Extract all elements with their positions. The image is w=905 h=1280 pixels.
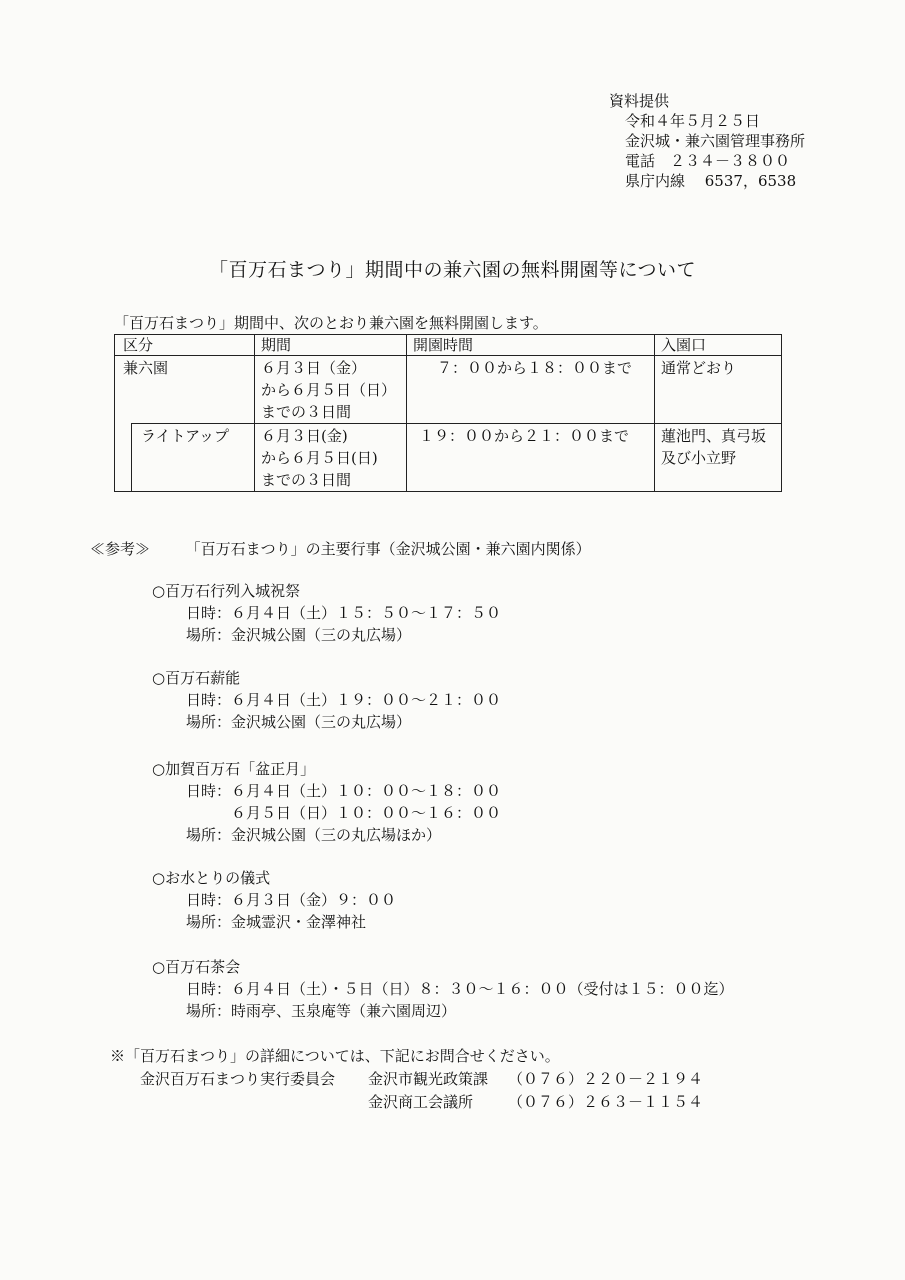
table-header-category: 区分 xyxy=(123,336,154,354)
extension-number: 県庁内線 6537，6538 xyxy=(625,172,797,190)
reference-heading: 「百万石まつり」の主要行事（金沢城公園・兼六園内関係） xyxy=(185,540,591,558)
event-item xyxy=(152,758,501,846)
table-divider xyxy=(131,423,781,424)
event-item xyxy=(152,956,734,1022)
table-cell-hours: １９：００から２１：００まで xyxy=(419,427,630,445)
event-item xyxy=(152,867,396,933)
event-name: ○お水とりの儀式 xyxy=(152,869,271,887)
document-header xyxy=(609,91,869,191)
office-name: 金沢城・兼六園管理事務所 xyxy=(625,132,806,150)
table-cell-category: ライトアップ xyxy=(141,427,230,445)
reference-label: ≪参考≫ xyxy=(90,540,151,558)
event-location: 場所：金城霊沢・金澤神社 xyxy=(186,913,367,931)
contact-org-2: 金沢商工会議所 xyxy=(368,1093,474,1111)
table-divider xyxy=(406,335,407,491)
contact-phone-2: （０７６）２６３－１１５４ xyxy=(508,1093,704,1111)
phone-number: 電話 ２３４－３８００ xyxy=(625,152,791,170)
schedule-table xyxy=(114,334,782,492)
event-name: ○加賀百万石「盆正月」 xyxy=(152,760,316,778)
event-item xyxy=(152,580,501,646)
table-cell-entrance: 蓮池門、真弓坂 及び小立野 xyxy=(661,427,767,467)
reference-section xyxy=(90,538,591,559)
contact-phone-1: （０７６）２２０－２１９４ xyxy=(508,1070,704,1088)
intro-text: 「百万石まつり」期間中、次のとおり兼六園を無料開園します。 xyxy=(114,314,548,332)
issue-date: 令和４年５月２５日 xyxy=(625,112,761,130)
event-location: 場所：金沢城公園（三の丸広場） xyxy=(186,713,412,731)
contact-note: ※「百万石まつり」の詳細については、下記にお問合せください。 xyxy=(110,1047,560,1065)
table-cell-period: ６月３日（金） から６月５日（日） までの３日間 xyxy=(261,359,397,421)
table-divider xyxy=(131,423,132,491)
provided-label: 資料提供 xyxy=(609,92,670,110)
contact-org-1: 金沢市観光政策課 xyxy=(368,1070,489,1088)
event-name: ○百万石行列入城祝祭 xyxy=(152,582,301,600)
event-datetime: 日時：６月４日（土）・５日（日）８：３０～１６：００（受付は１５：００迄） xyxy=(186,980,734,998)
table-cell-entrance: 通常どおり xyxy=(661,359,737,377)
document-title: 「百万石まつり」期間中の兼六園の無料開園等について xyxy=(208,259,697,281)
event-datetime: 日時：６月４日（土）１９：００～２１：００ xyxy=(186,691,502,709)
table-cell-hours: ７：００から１８：００まで xyxy=(437,359,633,377)
event-datetime: ６月５日（日）１０：００～１６：００ xyxy=(186,804,502,822)
event-name: ○百万石薪能 xyxy=(152,669,241,687)
table-header-hours: 開園時間 xyxy=(413,336,474,354)
event-location: 場所：金沢城公園（三の丸広場ほか） xyxy=(186,826,442,844)
event-item xyxy=(152,667,501,733)
event-datetime: 日時：６月３日（金）９：００ xyxy=(186,891,397,909)
event-location: 場所：時雨亭、玉泉庵等（兼六園周辺） xyxy=(186,1002,457,1020)
table-divider xyxy=(654,335,655,491)
table-divider xyxy=(254,335,255,491)
table-cell-category: 兼六園 xyxy=(123,359,169,377)
event-datetime: 日時：６月４日（土）１０：００～１８：００ xyxy=(186,782,502,800)
contact-committee: 金沢百万石まつり実行委員会 xyxy=(140,1070,336,1088)
event-datetime: 日時：６月４日（土）１５：５０～１７：５０ xyxy=(186,604,502,622)
event-location: 場所：金沢城公園（三の丸広場） xyxy=(186,626,412,644)
table-cell-period: ６月３日(金) から６月５日(日) までの３日間 xyxy=(261,427,378,489)
table-header-period: 期間 xyxy=(261,336,292,354)
event-name: ○百万石茶会 xyxy=(152,958,241,976)
table-header-entrance: 入園口 xyxy=(661,336,707,354)
